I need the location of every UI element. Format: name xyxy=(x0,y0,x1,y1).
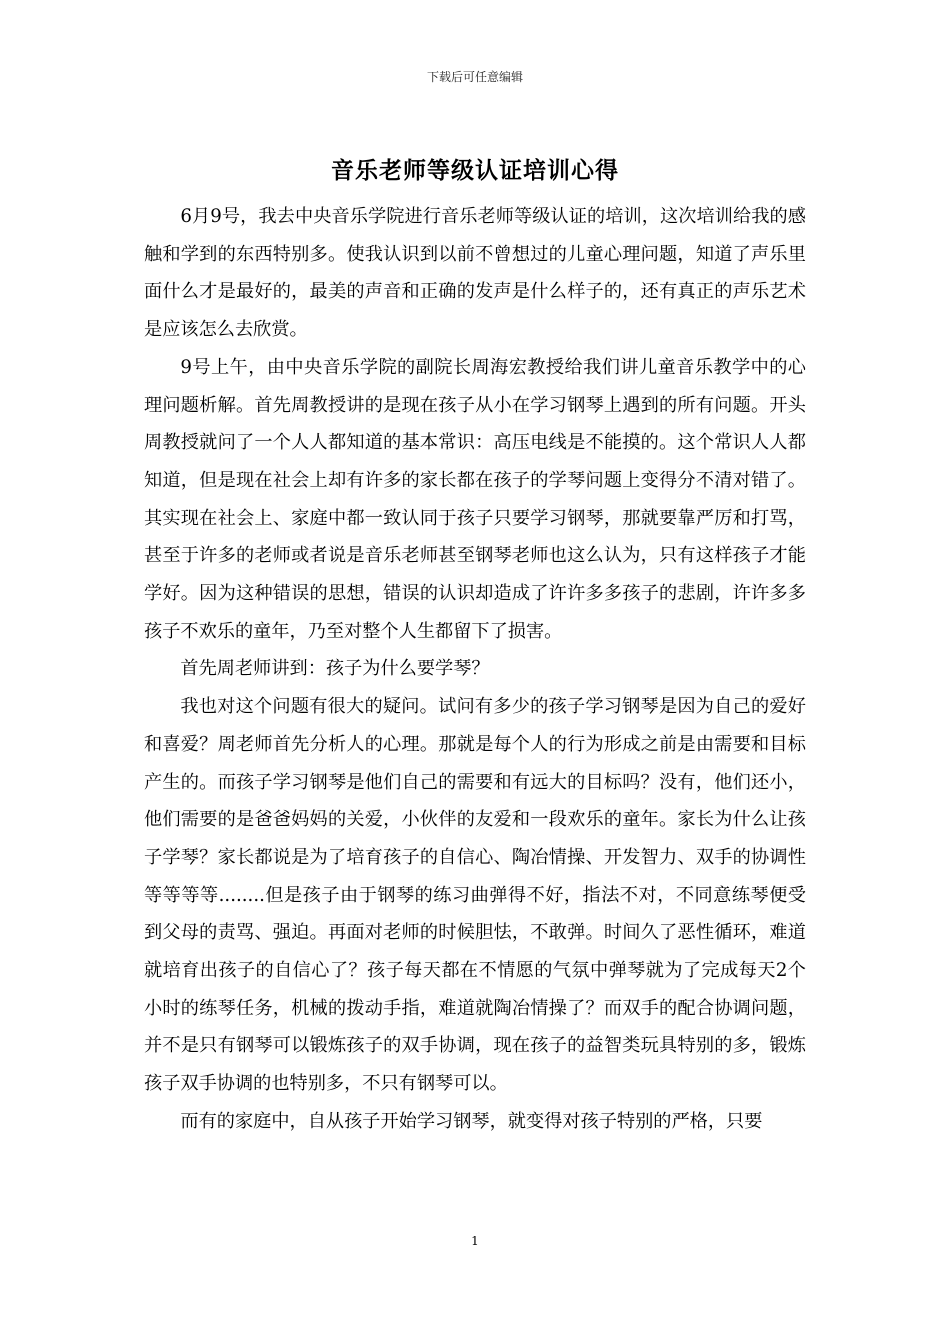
paragraph: 而有的家庭中，自从孩子开始学习钢琴，就变得对孩子特别的严格，只要 xyxy=(180,1110,763,1132)
page-number: 1 xyxy=(471,1234,479,1248)
paragraph: 我也对这个问题有很大的疑问。试问有多少的孩子学习钢琴是因为自己的爱好和喜爱？周老师首先分析人的心理。那就是每个人的行为形成之前是由需要和目标产生的。而孩子学习钢琴是他们自己的需要和有远大的目标吗？没有，他们还小，他们需要的是爸爸妈妈的关爱，小伙伴的友爱和一段欢乐的童年。家长为什么让孩子学琴？家长都说是为了培育孩子的自信心、陶冶情操、开发智力、双手的协调性等等等等........但是孩子由于钢琴的练习曲弹得不好，指法不对，不同意练琴便受到父母的责骂、强迫。再面对老师的时候胆怯，不敢弹。时间久了恶性循环，难道就培育出孩子的自信心了？孩子每天都在不情愿的气氛中弹琴就为了完成每天2个小时的练琴任务，机械的拨动手指，难道就陶冶情操了？而双手的配合协调问题，并不是只有钢琴可以锻炼孩子的双手协调，现在孩子的益智类玩具特别的多，锻炼孩子双手协调的也特别多，不只有钢琴可以。 xyxy=(144,696,806,1095)
paragraph: 9号上午，由中央音乐学院的副院长周海宏教授给我们讲儿童音乐教学中的心理问题析解。首先周教授讲的是现在孩子从小在学习钢琴上遇到的所有问题。开头周教授就问了一个人人都知道的基本常识：高压电线是不能摸的。这个常识人人都知道，但是现在社会上却有许多的家长都在孩子的学琴问题上变得分不清对错了。其实现在社会上、家庭中都一致认同于孩子只要学习钢琴，那就要靠严厉和打骂，甚至于许多的老师或者说是音乐老师甚至钢琴老师也这么认为，只有这样孩子才能学好。因为这种错误的思想，错误的认识却造成了许许多多孩子的悲剧，许许多多孩子不欢乐的童年，乃至对整个人生都留下了损害。 xyxy=(144,356,806,642)
document-title: 音乐老师等级认证培训心得 xyxy=(331,157,619,184)
paragraph: 首先周老师讲到：孩子为什么要学琴？ xyxy=(180,658,490,680)
paragraph: 6月9号，我去中央音乐学院进行音乐老师等级认证的培训，这次培训给我的感触和学到的东西特别多。使我认识到以前不曾想过的儿童心理问题，知道了声乐里面什么才是最好的，最美的声音和正确的发声是什么样子的，还有真正的声乐艺术是应该怎么去欣赏。 xyxy=(144,206,806,341)
document-body xyxy=(144,198,806,1141)
page-header: 下载后可任意编辑 xyxy=(426,70,523,84)
